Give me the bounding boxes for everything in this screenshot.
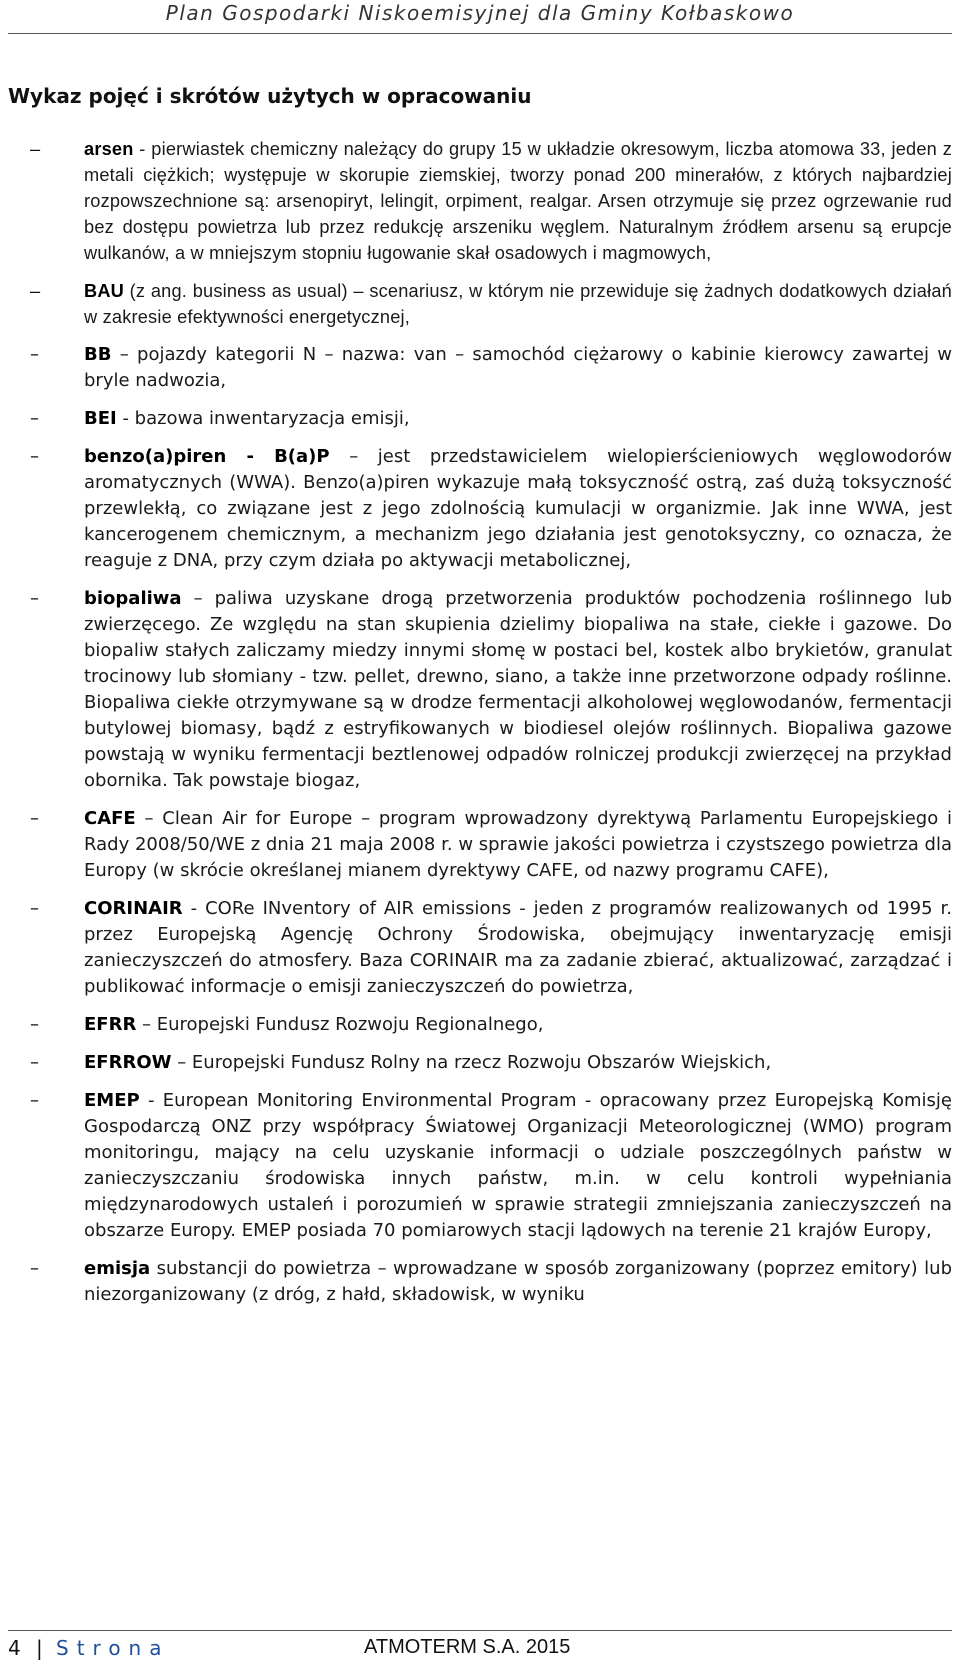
header-title: Plan Gospodarki Niskoemisyjnej dla Gminy Kołbaskowo — [165, 1, 795, 25]
dash-bullet: – — [30, 588, 39, 609]
dash-bullet: – — [30, 898, 39, 919]
section-title: Wykaz pojęć i skrótów użytych w opracowaniu — [8, 84, 532, 108]
term-key: biopaliwa — [84, 588, 182, 609]
term-key: BAU — [84, 281, 125, 301]
term-efrr — [0, 1012, 960, 1038]
term-arsen — [0, 136, 960, 266]
dash-bullet: – — [30, 408, 39, 429]
dash-bullet: – — [30, 1014, 39, 1035]
dash-bullet: – — [30, 1090, 39, 1111]
term-definition: substancji do powietrza – wprowadzane w sposób zorganizowany (poprzez emitory) lub niezorganizowany (z dróg, z hałd, składowisk, w wyniku — [84, 1258, 952, 1305]
term-key: benzo(a)piren - B(a)P — [84, 446, 330, 467]
term-key: CORINAIR — [84, 898, 183, 919]
term-definition: - bazowa inwentaryzacja emisji, — [116, 408, 410, 429]
dash-bullet: – — [30, 344, 39, 365]
term-definition: (z ang. business as usual) – scenariusz, w którym nie przewiduje się żadnych dodatkowych działań w zakresie efektywności energetycznej, — [84, 281, 952, 327]
terms-list — [0, 136, 960, 1320]
term-definition: – paliwa uzyskane drogą przetworzenia produktów pochodzenia roślinnego lub zwierzęcego. Ze względu na stan skupienia dzielimy biopaliwa na stałe, ciekłe i gazowe. Do biopaliw stałych zaliczamy miedzy innymi słomę w postaci bel, kostek albo brykietów, granulat trocinowy lub słomiany - tzw. pellet, drewno, siano, a także inne przetworzone odpady roślinne. Biopaliwa ciekłe otrzymywane są w drodze fermentacji alkoholowej węglowodanów, fermentacji butylowej biomasy, bądź z estryfikowanych w biodiesel olejów roślinnych. Biopaliwa gazowe powstają w wyniku fermentacji beztlenowej odpadów rolniczej produkcji zwierzęcej na przykład obornika. Tak powstaje biogaz, — [84, 588, 952, 791]
running-header — [0, 0, 960, 40]
term-bb — [0, 342, 960, 394]
term-key: EFRR — [84, 1014, 137, 1035]
term-definition: – jest przedstawicielem wielopierścieniowych węglowodorów aromatycznych (WWA). Benzo(a)piren wykazuje małą toksyczność ostrą, zaś dużą toksyczność przewlekłą, co związane jest z jego zdolnością kumulacji w organizmie. Jak inne WWA, jest kancerogenem chemicznym, a mechanizm jego działania jest genotoksyczny, co oznacza, że reaguje z DNA, przy czym działa po aktywacji metabolicznej, — [84, 446, 952, 571]
footer-separator: | — [36, 1636, 43, 1660]
term-key: arsen — [84, 139, 134, 159]
term-definition: - European Monitoring Environmental Program - opracowany przez Europejską Komisję Gospodarczą ONZ przy współpracy Światowej Organizacji Meteorologicznej (WMO) program monitoringu, mający na celu uzyskanie informacji o udziale poszczególnych państw w zanieczyszczaniu środowiska innych państw, m.in. w celu kontroli wypełniania międzynarodowych ustaleń i porozumień w sprawie strategii zmniejszania zanieczyszczeń na obszarze Europy. EMEP posiada 70 pomiarowych stacji lądowych na terenie 21 krajów Europy, — [84, 1090, 952, 1241]
term-key: BEI — [84, 408, 117, 429]
term-definition: – Clean Air for Europe – program wprowadzony dyrektywą Parlamentu Europejskiego i Rady 2008/50/WE z dnia 21 maja 2008 r. w sprawie jakości powietrza i czystszego powietrza dla Europy (w skrócie określanej mianem dyrektywy CAFE, od nazwy programu CAFE), — [84, 808, 952, 881]
term-emep — [0, 1088, 960, 1244]
page-word: Strona — [56, 1636, 170, 1660]
term-bei — [0, 406, 960, 432]
term-key: BB — [84, 344, 112, 365]
dash-bullet: – — [30, 139, 41, 159]
dash-bullet: – — [30, 1258, 39, 1279]
term-definition: - pierwiastek chemiczny należący do grupy 15 w układzie okresowym, liczba atomowa 33, jeden z metali ciężkich; występuje w skorupie ziemskiej, tworzy ponad 200 minerałów, z których najbardziej rozpowszechnione są: arsenopiryt, lelingit, orpiment, realgar. Arsen otrzymuje się przez ogrzewanie rud bez dostępu powietrza lub przez redukcję arszeniku węglem. Naturalnym źródłem arsenu są erupcje wulkanów, a w mniejszym stopniu ługowanie skał osadowych i magmowych, — [84, 139, 952, 263]
term-efrrow — [0, 1050, 960, 1076]
term-benzoapiren — [0, 444, 960, 574]
dash-bullet: – — [30, 808, 39, 829]
term-biopaliwa — [0, 586, 960, 794]
header-rule — [8, 33, 952, 34]
term-key: EMEP — [84, 1090, 140, 1111]
term-key: EFRROW — [84, 1052, 172, 1073]
company-name: ATMOTERM S.A. 2015 — [364, 1636, 571, 1658]
dash-bullet: – — [30, 446, 39, 467]
page-number: 4 — [8, 1636, 21, 1660]
term-definition: – pojazdy kategorii N – nazwa: van – samochód ciężarowy o kabinie kierowcy zawartej w bryle nadwozia, — [84, 344, 952, 391]
page-footer — [8, 1636, 952, 1666]
term-emisja — [0, 1256, 960, 1308]
term-definition: – Europejski Fundusz Rolny na rzecz Rozwoju Obszarów Wiejskich, — [171, 1052, 772, 1073]
term-definition: - CORe INventory of AIR emissions - jeden z programów realizowanych od 1995 r. przez Europejską Agencję Ochrony Środowiska, obejmujący inwentaryzację emisji zanieczyszczeń do atmosfery. Baza CORINAIR ma za zadanie zbierać, aktualizować, zarządzać i publikować informacje o emisji zanieczyszczeń do powietrza, — [84, 898, 952, 997]
term-corinair — [0, 896, 960, 1000]
dash-bullet: – — [30, 281, 41, 301]
term-cafe — [0, 806, 960, 884]
term-key: CAFE — [84, 808, 136, 829]
dash-bullet: – — [30, 1052, 39, 1073]
term-key: emisja — [84, 1258, 151, 1279]
term-bau — [0, 278, 960, 330]
footer-rule — [8, 1630, 952, 1631]
term-definition: – Europejski Fundusz Rozwoju Regionalnego, — [136, 1014, 544, 1035]
